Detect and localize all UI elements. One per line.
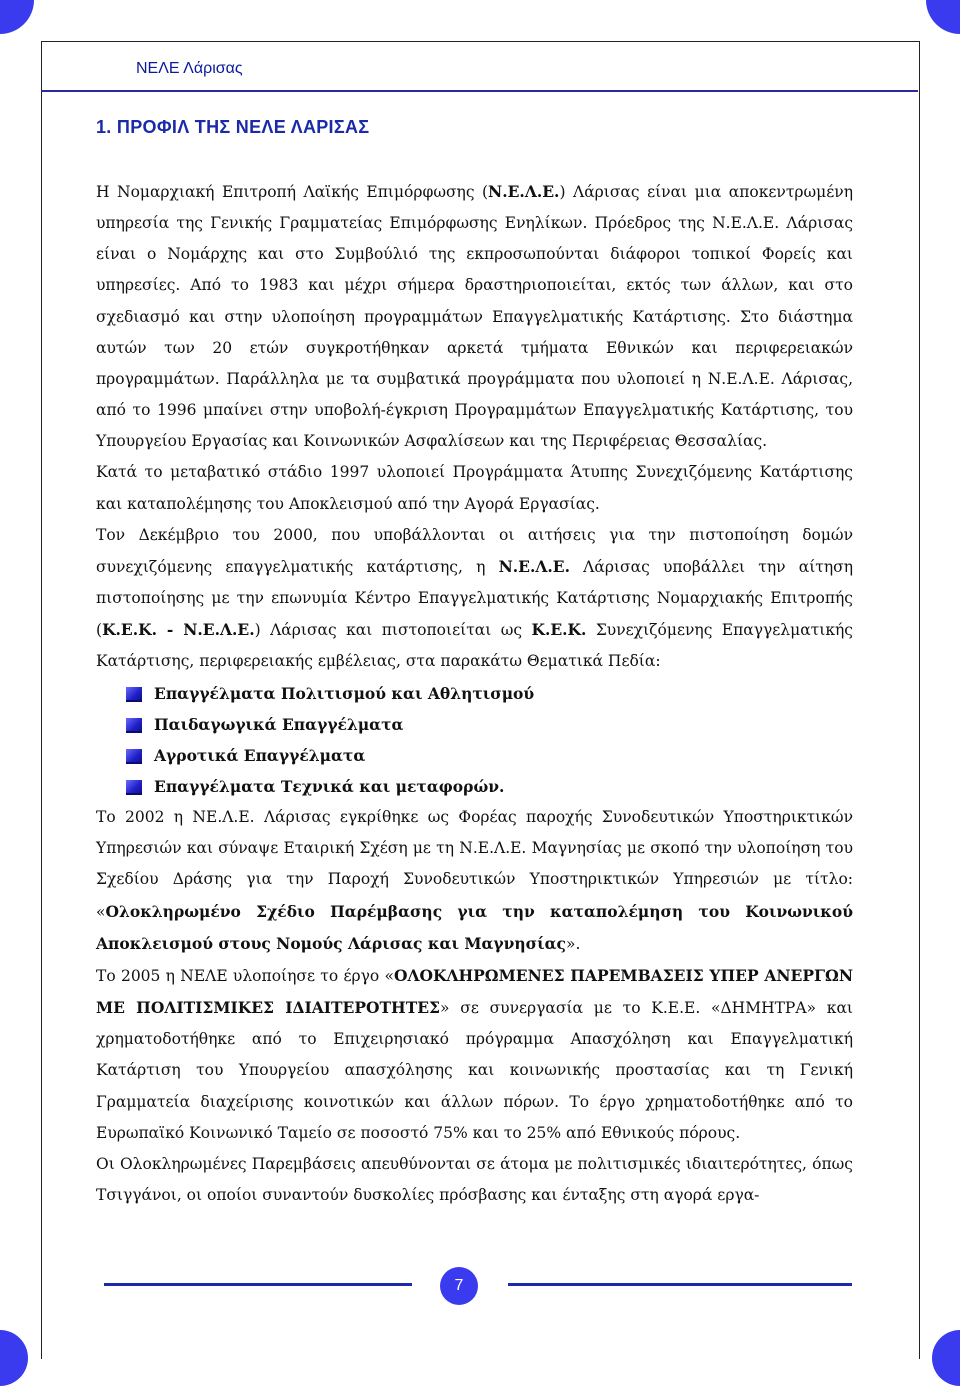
running-head: ΝΕΛΕ Λάρισας <box>136 60 243 77</box>
corner-circle-top-right <box>926 0 960 34</box>
list-item: Αγροτικά Επαγγέλματα <box>96 740 853 771</box>
header-rule <box>41 90 918 92</box>
bullet-icon <box>126 718 142 733</box>
corner-circle-bottom-left <box>0 1330 28 1386</box>
thematic-fields-list <box>96 678 853 803</box>
bullet-icon <box>126 749 142 764</box>
document-body <box>96 176 853 1211</box>
corner-circle-top-left <box>0 0 34 34</box>
paragraph-certification: Τον Δεκέμβριο του 2000, που υποβάλλονται οι αιτήσεις για την πιστοποίηση δομών συνεχιζόμενης επαγγελματικής κατάρτισης, η Ν.Ε.Λ.Ε. Λάρισας υποβάλλει την αίτηση πιστοποίησης με την επωνυμία Κέντρο Επαγγελματικής Κατάρτισης Νομαρχιακής Επιτροπής (Κ.Ε.Κ. - Ν.Ε.Λ.Ε.) Λάρισας και πιστοποιείται ως Κ.Ε.Κ. Συνεχιζόμενης Επαγγελματικής Κατάρτισης, περιφερειακής εμβέλειας, στα παρακάτω Θεματικά Πεδία: <box>96 525 854 671</box>
list-item: Επαγγέλματα Πολιτισμού και Αθλητισμού <box>96 678 853 709</box>
list-item: Επαγγέλματα Τεχνικά και μεταφορών. <box>96 771 853 802</box>
bullet-icon <box>126 780 142 795</box>
paragraph-transition: Κατά το μεταβατικό στάδιο 1997 υλοποιεί Προγράμματα Άτυπης Συνεχιζόμενης Κατάρτισης και καταπολέμησης του Αποκλεισμού από την Αγορά Εργασίας. <box>96 463 853 513</box>
paragraph-intro: Η Νομαρχιακή Επιτροπή Λαϊκής Επιμόρφωσης (Ν.Ε.Λ.Ε.) Λάρισας είναι μια αποκεντρωμένη υπηρεσία της Γενικής Γραμματείας Επιμόρφωσης Ενηλίκων. Πρόεδρος της Ν.Ε.Λ.Ε. Λάρισας είναι ο Νομάρχης και στο Συμβούλιό της εκπροσωπούνται διάφοροι τοπικοί Φορείς και υπηρεσίες. Από το 1983 και μέχρι σήμερα δραστηριοποιείται, εκτός των άλλων, και στο σχεδιασμό και στην υλοποίηση προγραμμάτων Επαγγελματικής Κατάρτισης. Στο διάστημα αυτών των 20 ετών συγκροτήθηκαν αρκετά τμήματα Εθνικών και περιφερειακών προγραμμάτων. Παράλληλα με τα συμβατικά προγράμματα που υλοποιεί η Ν.Ε.Λ.Ε. Λάρισας, από το 1996 μπαίνει στην υποβολή-έγκριση Προγραμμάτων Επαγγελματικής Κατάρτισης, του Υπουργείου Εργασίας και Κοινωνικών Ασφαλίσεων και της Περιφέρειας Θεσσαλίας. <box>96 182 853 451</box>
list-item: Παιδαγωγικά Επαγγέλματα <box>96 709 853 740</box>
section-title: 1. ΠΡΟΦΙΛ ΤΗΣ ΝΕΛΕ ΛΑΡΙΣΑΣ <box>96 117 370 137</box>
paragraph-interventions: Οι Ολοκληρωμένες Παρεμβάσεις απευθύνονται σε άτομα με πολιτισμικές ιδιαιτερότητες, όπως Τσιγγάνοι, οι οποίοι συναντούν δυσκολίες πρόσβασης και ένταξης στη αγορά εργα- <box>96 1154 853 1204</box>
bullet-icon <box>126 687 142 702</box>
paragraph-2005: Το 2005 η ΝΕΛΕ υλοποίησε το έργο «ΟΛΟΚΛΗΡΩΜΕΝΕΣ ΠΑΡΕΜΒΑΣΕΙΣ ΥΠΕΡ ΑΝΕΡΓΩΝ ΜΕ ΠΟΛΙΤΙΣΜΙΚΕΣ ΙΔΙΑΙΤΕΡΟΤΗΤΕΣ» σε συνεργασία με το Κ.Ε.Ε. «ΔΗΜΗΤΡΑ» και χρηματοδοτήθηκε από το Επιχειρησιακό πρόγραμμα Απασχόληση και Επαγγελματική Κατάρτιση του Υπουργείου απασχόλησης και κοινωνικής προστασίας και τη Γενική Γραμματεία διαχείρισης κοινοτικών και άλλων πόρων. Το έργο χρηματοδοτήθηκε από το Ευρωπαϊκό Κοινωνικό Ταμείο σε ποσοστό 75% και το 25% από Εθνικούς πόρους. <box>96 965 854 1142</box>
footer-rule-right <box>508 1283 852 1286</box>
footer-rule-left <box>104 1283 412 1286</box>
corner-circle-bottom-right <box>932 1330 960 1386</box>
page-number: 7 <box>440 1267 478 1305</box>
paragraph-2002: Το 2002 η ΝΕ.Λ.Ε. Λάρισας εγκρίθηκε ως Φορέας παροχής Συνοδευτικών Υποστηρικτικών Υπηρεσιών και σύναψε Εταιρική Σχέση με τη Ν.Ε.Λ.Ε. Μαγνησίας με σκοπό την υλοποίηση του Σχεδίου Δράσης για την Παροχή Συνοδευτικών Υποστηρικτικών Υπηρεσιών με τίτλο: «Ολοκληρωμένο Σχέδιο Παρέμβασης για την καταπολέμηση του Κοινωνικού Αποκλεισμού στους Νομούς Λάρισας και Μαγνησίας». <box>96 808 853 953</box>
